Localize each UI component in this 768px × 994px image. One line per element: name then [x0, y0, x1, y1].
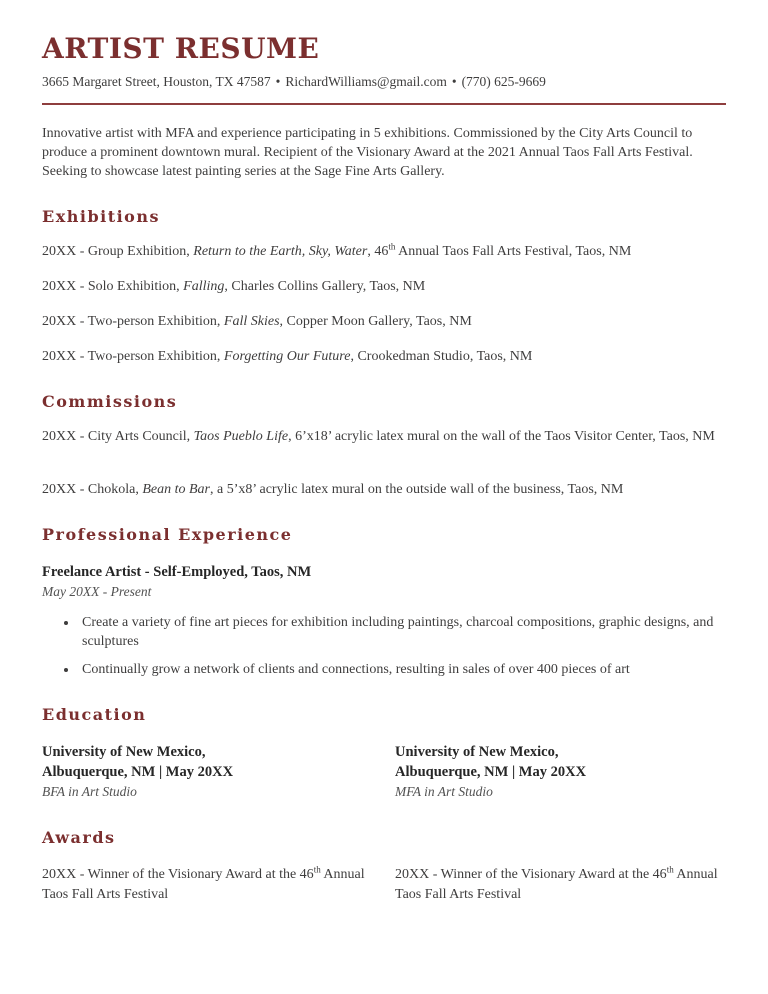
education-school-line: Albuquerque, NM | May 20XX — [395, 763, 587, 780]
ordinal-superscript: th — [388, 241, 396, 252]
award-text — [42, 865, 374, 905]
job-dates: May 20XX - Present — [42, 583, 152, 599]
exhibition-item-title: Falling — [183, 278, 225, 294]
contact-phone: (770) 625-9669 — [461, 73, 546, 89]
exhibition-item-title: Fall Skies — [223, 313, 280, 329]
exhibition-item-text: , Crookedman Studio, Taos, NM — [350, 348, 533, 364]
contact-separator: • — [451, 73, 457, 89]
commission-item-text: , a 5’x8’ acrylic latex mural on the outside wall of the business, Taos, NM — [209, 481, 624, 497]
section-heading-awards: Awards — [42, 827, 116, 847]
award-entry — [395, 865, 748, 905]
section-heading-commissions: Commissions — [42, 391, 178, 411]
commission-item-text: 20XX - Chokola, — [42, 481, 143, 497]
section-heading-experience: Professional Experience — [42, 524, 293, 544]
commission-item-title: Taos Pueblo Life — [193, 428, 289, 444]
ordinal-superscript: th — [666, 864, 674, 875]
award-text-part: Annual Taos Fall Arts Festival — [42, 866, 365, 902]
education-degree: MFA in Art Studio — [395, 783, 493, 799]
commission-item — [42, 480, 726, 499]
job-bullet-list — [42, 613, 726, 679]
exhibition-item-text: Annual Taos Fall Arts Festival, Taos, NM — [395, 243, 632, 259]
exhibition-item-text: , 46 — [367, 243, 389, 259]
exhibition-item-text: 20XX - Two-person Exhibition, — [42, 348, 224, 364]
exhibition-item — [42, 277, 726, 296]
education-school-line: University of New Mexico, — [42, 743, 206, 760]
education-entry — [42, 742, 395, 802]
summary-paragraph: Innovative artist with MFA and experience participating in 5 exhibitions. Commissioned by the City Arts Council to produce a prominent downtown mural. Recipient of the Visionary Award at the 2021 Annual Taos Fall Arts Festival. Seeking to showcase latest painting series at the Sage Fine Arts Gallery. — [42, 125, 693, 179]
exhibition-item-text: , Charles Collins Gallery, Taos, NM — [224, 278, 426, 294]
job-bullet-item: • Continually grow a network of clients and connections, resulting in sales of over 400 pieces of art — [78, 660, 718, 679]
exhibition-item — [42, 312, 726, 331]
header-divider — [42, 103, 726, 105]
awards-columns — [42, 865, 726, 905]
award-text-part: 20XX - Winner of the Visionary Award at the 46 — [42, 866, 314, 882]
exhibition-item — [42, 242, 726, 261]
exhibition-item-text: 20XX - Solo Exhibition, — [42, 278, 184, 294]
education-school-line: University of New Mexico, — [395, 743, 559, 760]
contact-email: RichardWilliams@gmail.com — [285, 73, 447, 89]
job-title: Freelance Artist - Self-Employed, Taos, NM — [42, 563, 312, 580]
exhibition-item-text: 20XX - Group Exhibition, — [42, 243, 194, 259]
ordinal-superscript: th — [313, 864, 321, 875]
education-entry — [395, 742, 748, 802]
commission-item-text: 20XX - City Arts Council, — [42, 428, 194, 444]
education-school-line: Albuquerque, NM | May 20XX — [42, 763, 234, 780]
page-title: ARTIST RESUME — [42, 32, 320, 65]
exhibition-item-title: Return to the Earth, Sky, Water — [193, 243, 368, 259]
contact-line — [42, 74, 726, 90]
commission-item-title: Bean to Bar — [142, 481, 210, 497]
contact-address: 3665 Margaret Street, Houston, TX 47587 — [42, 73, 271, 89]
award-entry — [42, 865, 395, 905]
exhibition-item — [42, 347, 726, 366]
award-text — [395, 865, 727, 905]
education-degree: BFA in Art Studio — [42, 783, 137, 799]
exhibition-item-title: Forgetting Our Future — [223, 348, 351, 364]
award-text-part: 20XX - Winner of the Visionary Award at the 46 — [395, 866, 667, 882]
exhibition-item-text: , Copper Moon Gallery, Taos, NM — [279, 313, 472, 329]
exhibition-item-text: 20XX - Two-person Exhibition, — [42, 313, 224, 329]
contact-separator: • — [275, 73, 281, 89]
award-text-part: Annual Taos Fall Arts Festival — [395, 866, 718, 902]
education-columns — [42, 742, 726, 802]
section-heading-education: Education — [42, 704, 147, 724]
job-bullet-item: • Create a variety of fine art pieces for exhibition including paintings, charcoal compositions, graphic designs, and sculptures — [78, 613, 718, 651]
commission-item-text: , 6’x18’ acrylic latex mural on the wall of the Taos Visitor Center, Taos, NM — [288, 428, 715, 444]
commission-item — [42, 427, 726, 446]
section-heading-exhibitions: Exhibitions — [42, 206, 160, 226]
